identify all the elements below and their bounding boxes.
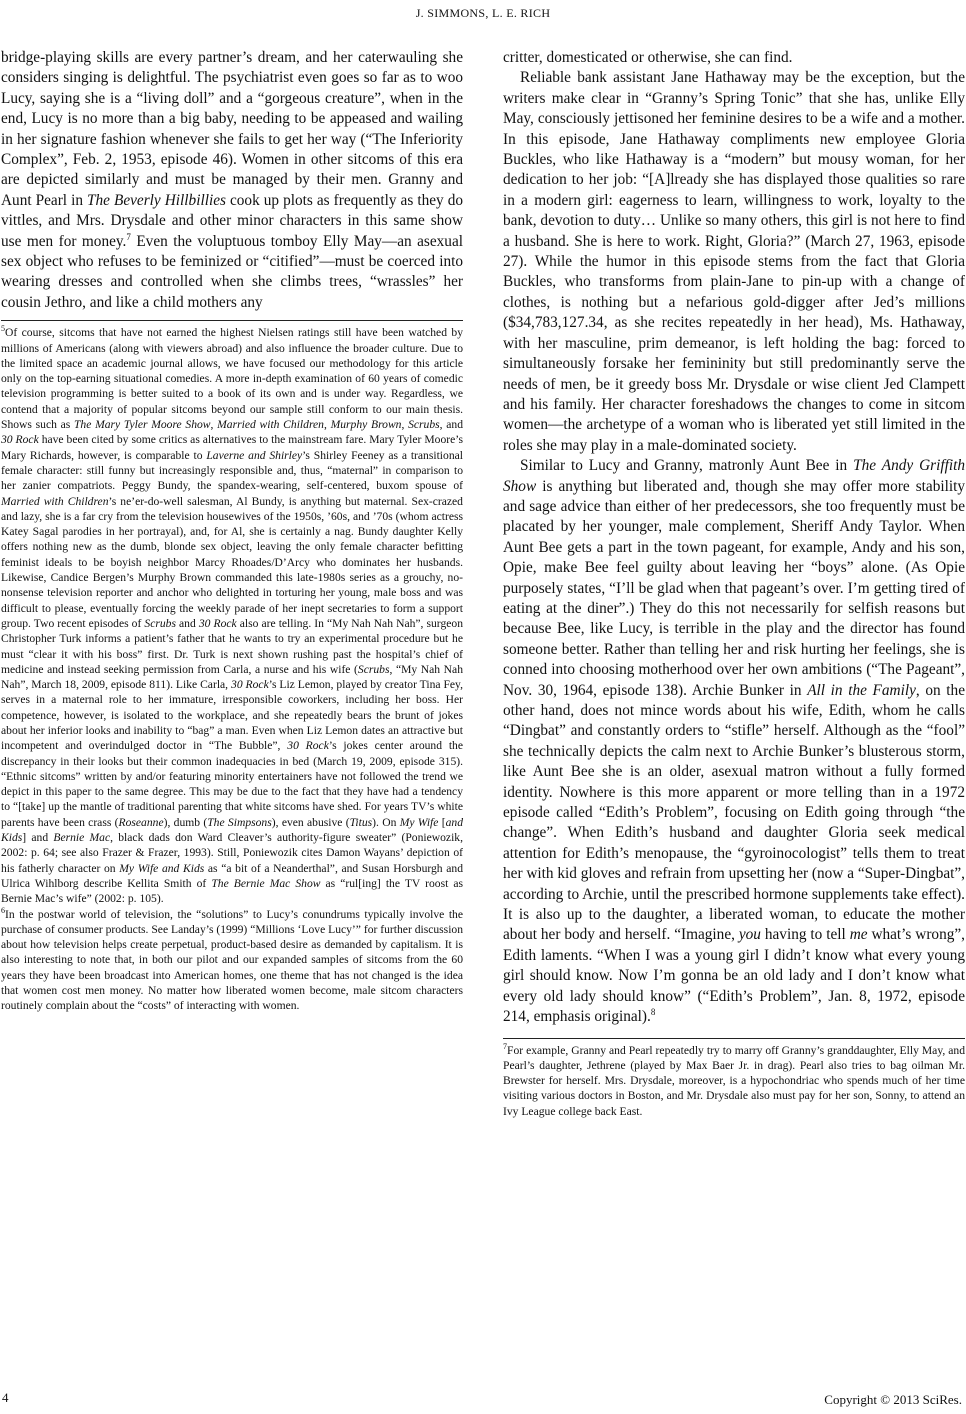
text-run: , [401, 418, 409, 432]
text-run: In the postwar world of television, the “solutions” to Lucy’s conundrums typically involve the purchase of consumer products. See Landay’s (1999) “Millions ‘Love Lucy’” for further discussion about how television helps create perpetual, product-based desire as demanded by capitalism. It is also interesting to note that, in both our pilot and our expanded samples of sitcoms from the 60 years they have been broadcast into American homes, one theme that has not changed is the idea that women cost men money. No matter how liberated women become, male sitcom characters routinely complain about the “costs” of interacting with women. [1, 907, 464, 1013]
right-body [503, 48, 965, 1028]
show-title: The Simpsons [207, 815, 272, 829]
text-run: ] and [22, 831, 54, 845]
text-run: Similar to Lucy and Granny, matronly Aunt Bee in [520, 457, 854, 475]
show-title: The Andy Griffith Show [503, 457, 965, 495]
right-paragraph-2: Reliable bank assistant Jane Hathaway may be the exception, but the writers make clear in “Granny’s Spring Tonic” that she has, unlike Elly May, consciously jettisoned her feminine desires to be a wife and a mother. In this episode, Jane Hathaway compliments new employee Gloria Buckles, who like Hathaway is a “modern” but mousy woman, for her dedication to her job: “[A]lready she has displayed those qualities so rare in a modern girl: eagerness to learn, willingness to work, loyalty to the bank, devotion to duty… Unlike so many others, this girl is not here to find a husband. She is here to work. Right, Gloria?” (March 27, 1963, episode 27). While the humor in this episode stems from the fact that Gloria Buckles, who transforms from plain-Jane to pin-up with a change of clothes, is nothing but a nefarious gold-digger after Jed’s millions ($34,783,127.34, as she recites repeatedly in her head), Ms. Hathaway, with her masculine, prim demeanor, is left holding the bag: forced to simultaneously forsake her femininity but still predominantly serve the needs of men, be it greedy boss Mr. Drysdale or wise client Jed Clampett and his family. Her character foreshadows the changes to come in sitcom women—the archetype of a woman who is liberated yet still limited in the roles she may play in a male-dominated society. [503, 69, 965, 454]
show-title: Titus [349, 815, 373, 829]
text-run: , “My Nah Nah Nah”, March 18, 2009, episode 811). Like Carla, [1, 662, 463, 692]
show-title: Bernie Mac [53, 831, 111, 845]
text-run: is anything but liberated and, though she may offer more stability and sage advice than either of her predecessors, she too frequently must be placated by her younger, male complement, Sheriff Andy Taylor. When Aunt Bee gets a part in the town pageant, for example, Andy and his son, Opie, make Bee feel guilty about leaving her “boys” alone. (As Opie purposely states, “I’ll be glad when that pageant’s over. I’m getting tired of eating at the diner”.) They do this not necessarily for selfish reasons but because Bee, like Lucy, is terrible in the play and the director has found someone better. Rather than telling her and risk hurting her feelings, she is conned into choosing motherhood over her own ambitions (“The Pageant”, Nov. 30, 1964, episode 138). Archie Bunker in [503, 477, 965, 699]
show-title: The Mary Tyler Moore Show [73, 418, 211, 432]
text-run: , [323, 418, 331, 432]
show-title: and Kids [1, 815, 463, 845]
show-title: The Bernie Mac Show [211, 876, 321, 890]
show-title: 30 Rock [287, 739, 329, 753]
running-head: J. SIMMONS, L. E. RICH [415, 6, 551, 20]
text-run: ). On [372, 815, 400, 829]
left-column [1, 48, 463, 1014]
text-run: ’s Liz Lemon, played by creator Tina Fey, serves in a maternal role to her immature, irresponsible coworkers, including her boss. Her competence, however, is isolated to the workplace, and she repeatedly bears the brunt of jokes about her inferior looks and inability to “bag” a man. Even when Liz Lemon dates an attractive but incompetent and overindulged doctor in “The Bubble”, [1, 678, 463, 753]
show-title: Scrubs [408, 418, 440, 432]
footnote-rule [503, 1038, 965, 1039]
right-column [503, 48, 965, 1119]
text-run: Of course, sitcoms that have not earned the highest Nielsen ratings still have been watched by millions of Americans (along with viewers abroad) and also influence the broader culture. Due to the limited space an academic journal allows, we have focused our methodology for this article only on the top-earning situational comedies. A more in-depth examination of 60 years of comedic television programming is better suited to a book of its own and is under way. Regardless, we contend that a majority of popular sitcoms beyond our sample still conform to our main thesis. Shows such as [1, 326, 463, 432]
text-run: , [210, 418, 218, 432]
left-footnotes [1, 325, 463, 1013]
text-run: bridge-playing skills are every partner’s dream, and her caterwauling she considers singing is delightful. The psychiatrist even goes so far as to woo Lucy, saying she is a “living doll” and a “gorgeous creature”, when in the end, Lucy is no more than a big baby, needing to be appeased and wailing in her signature fashion whenever she fails to get her way (“The Inferiority Complex”, Feb. 2, 1953, episode 46). Women in other sitcoms of this era are depicted similarly and must be managed by their men. Granny and Aunt Pearl in [1, 49, 463, 209]
footnote-number: 6 [1, 905, 5, 915]
footnote-5 [1, 325, 463, 906]
text-run: , black dads don Ward Cleaver’s authority-figure sweater” (Poniewozik, 2002: p. 64; see also Frazer & Frazer, 1993). Still, Poniewozik cites Damon Wayans’ depiction of his fatherly character on [1, 831, 463, 875]
footnote-number: 5 [1, 324, 5, 334]
show-title: Roseanne [118, 815, 164, 829]
text-run: For example, Granny and Pearl repeatedly try to marry off Granny’s granddaughter, Elly May, and Pearl’s daughter, Jethrene (played by Max Baer Jr. in drag). Pearl also tries to bag oilman Mr. Brewster for herself. Mrs. Drysdale, moreover, is a hypochondriac who spends much of her time visiting various doctors in Boston, and Mr. Drysdale also must pay for her son, Sonny, to attend an Ivy League college back East. [503, 1043, 965, 1118]
footnote-ref-8[interactable]: 8 [650, 1007, 656, 1017]
show-title: My Wife and Kids [119, 861, 205, 875]
left-paragraph-1 [1, 48, 463, 313]
left-body [1, 48, 463, 313]
text-run: and [175, 616, 199, 630]
right-paragraph-3 [503, 456, 965, 1027]
text-run: ’s ne’er-do-well salesman, Al Bundy, is anything but maternal. Sex-crazed and lazy, she is a far cry from the television housewives of the 1950s, ’60s, and ’70s (whom actress Katey Sagal parodies in her portrayal), and, for Al, she is certainly a nag. Bundy daughter Kelly offers nothing new as the dumb, blonde sex object, leaving the only female character befitting feminist ideals to be boyish neighbor Marcy Rhoades/D’Arcy who dominates her husbands. Likewise, Candice Bergen’s Murphy Brown commanded this late-1980s series as a grouchy, no-nonsense television reporter and anchor who delighted in torturing her young, male boss and was difficult to please, eventually forcing the weekly parade of her inept secretaries to form a support group. Two recent episodes of [1, 494, 463, 630]
text-run: Even the voluptuous tomboy Elly May—an asexual sex object who refuses to be feminized or “citified”—must be coerced into wearing dresses and controlled when she climbs trees, “wrassles” her cousin Jethro, and like a child mothers any [1, 232, 463, 311]
show-title: Scrubs [144, 616, 176, 630]
show-title: My Wife [399, 815, 439, 829]
show-title: 30 Rock [231, 678, 269, 692]
emphasis: you [738, 926, 761, 944]
footnote-7 [503, 1043, 965, 1119]
show-title: The Beverly Hillbillies [87, 191, 226, 209]
text-run: what’s wrong”, Edith laments. “When I was a young girl I didn’t know what every young girl should know. Now I’m gonna be an old lady and I don’t know what every old lady should know” (“Edith’s Problem”, Jan. 8, 1972, episode 214, emphasis original). [503, 926, 965, 1026]
text-run: cook up plots as frequently as they do vittles, and Mrs. Drysdale and other minor characters in this same show use men for money. [1, 191, 463, 250]
text-run: having to tell [760, 926, 850, 944]
show-title: Murphy Brown [330, 418, 402, 432]
text-run: , and [439, 418, 464, 432]
text-run: as “a bit of a Neanderthal”, and Susan Horsburgh and Ulrica Wihlborg describe Kellita Smith of [1, 861, 463, 890]
text-run: , on the other hand, does not mince words about his wife, Edith, whom he calls “Dingbat” and constantly orders to “stifle” herself. Although as the “fool” she technically depicts the calm next to Archie Bunker’s blusterous storm, like Aunt Bee she is an older, asexual matron without a fully formed identity. Nowhere is this more apparent or more telling than in a 1972 episode called “Edith’s Problem”, focusing on Edith going through “the change”. When Edith’s husband and daughter Gloria seek medical attention for Edith’s menopause, the “gyroinocologist” tells them to treat her with kid gloves and refrain from upsetting her (now a “Super-Dingbat”, according to Archie, until the prescribed hormone supplements take effect). It is also up to the daughter, a liberated woman, to educate the mother about her body and herself. “Imagine, [503, 681, 965, 944]
text-run: ’s Shirley Feeney as a transitional female character: still funny but increasingly responsible and, thus, “maternal” in comparison to her zanier compatriots. Peggy Bundy, the spandex-wearing, self-centered, buxom spouse of [1, 448, 463, 493]
text-run: [ [438, 815, 446, 829]
footnote-rule [1, 320, 463, 321]
show-title: Scrubs [357, 662, 390, 676]
text-run: ), dumb ( [163, 815, 208, 829]
footnote-ref-7[interactable]: 7 [126, 231, 131, 242]
right-paragraph-1: critter, domesticated or otherwise, she can find. [503, 49, 793, 66]
right-footnotes [503, 1043, 965, 1119]
show-title: All in the Family [807, 681, 916, 699]
text-run: ’s jokes center around the discrepancy in their looks but their common inadequacies in bed (March 19, 2009, episode 315). “Ethnic sitcoms” written by and/or featuring minority entertainers have not followed the trend we depict in this paper to the same degree. This may be due to the fact that they have had a tendency to “[take] up the mantle of traditional parenting that white sitcoms have shed. For years TV’s white parents have been crass ( [1, 739, 463, 829]
text-run: have been cited by some critics as alternatives to the mainstream fare. Mary Tyler Moore’s Mary Richards, however, is comparable to [1, 433, 463, 462]
show-title: Married with Children [217, 418, 324, 432]
show-title: Laverne and Shirley [206, 448, 303, 462]
text-run: also are telling. In “My Nah Nah Nah”, surgeon Christopher Turk informs a patient’s father that he wants to try an experimental procedure but he must “clear it with his boss” first. Dr. Turk is next shown rushing past the hospital’s chief of medicine and instead seeking permission from Carla, a nurse and his wife ( [1, 616, 463, 676]
page-number: 4 [2, 1390, 9, 1405]
show-title: Married with Children [1, 494, 109, 508]
text-run: as “rul[ing] the TV roost as Bernie Mac’s wife” (2002: p. 105). [1, 876, 464, 906]
emphasis: me [849, 926, 868, 944]
footnote-6 [1, 907, 463, 1014]
copyright-notice: Copyright © 2013 SciRes. [824, 1392, 962, 1407]
footnote-number: 7 [503, 1041, 507, 1051]
show-title: 30 Rock [1, 433, 39, 447]
show-title: 30 Rock [198, 616, 237, 630]
text-run: ), even abusive ( [271, 815, 350, 829]
